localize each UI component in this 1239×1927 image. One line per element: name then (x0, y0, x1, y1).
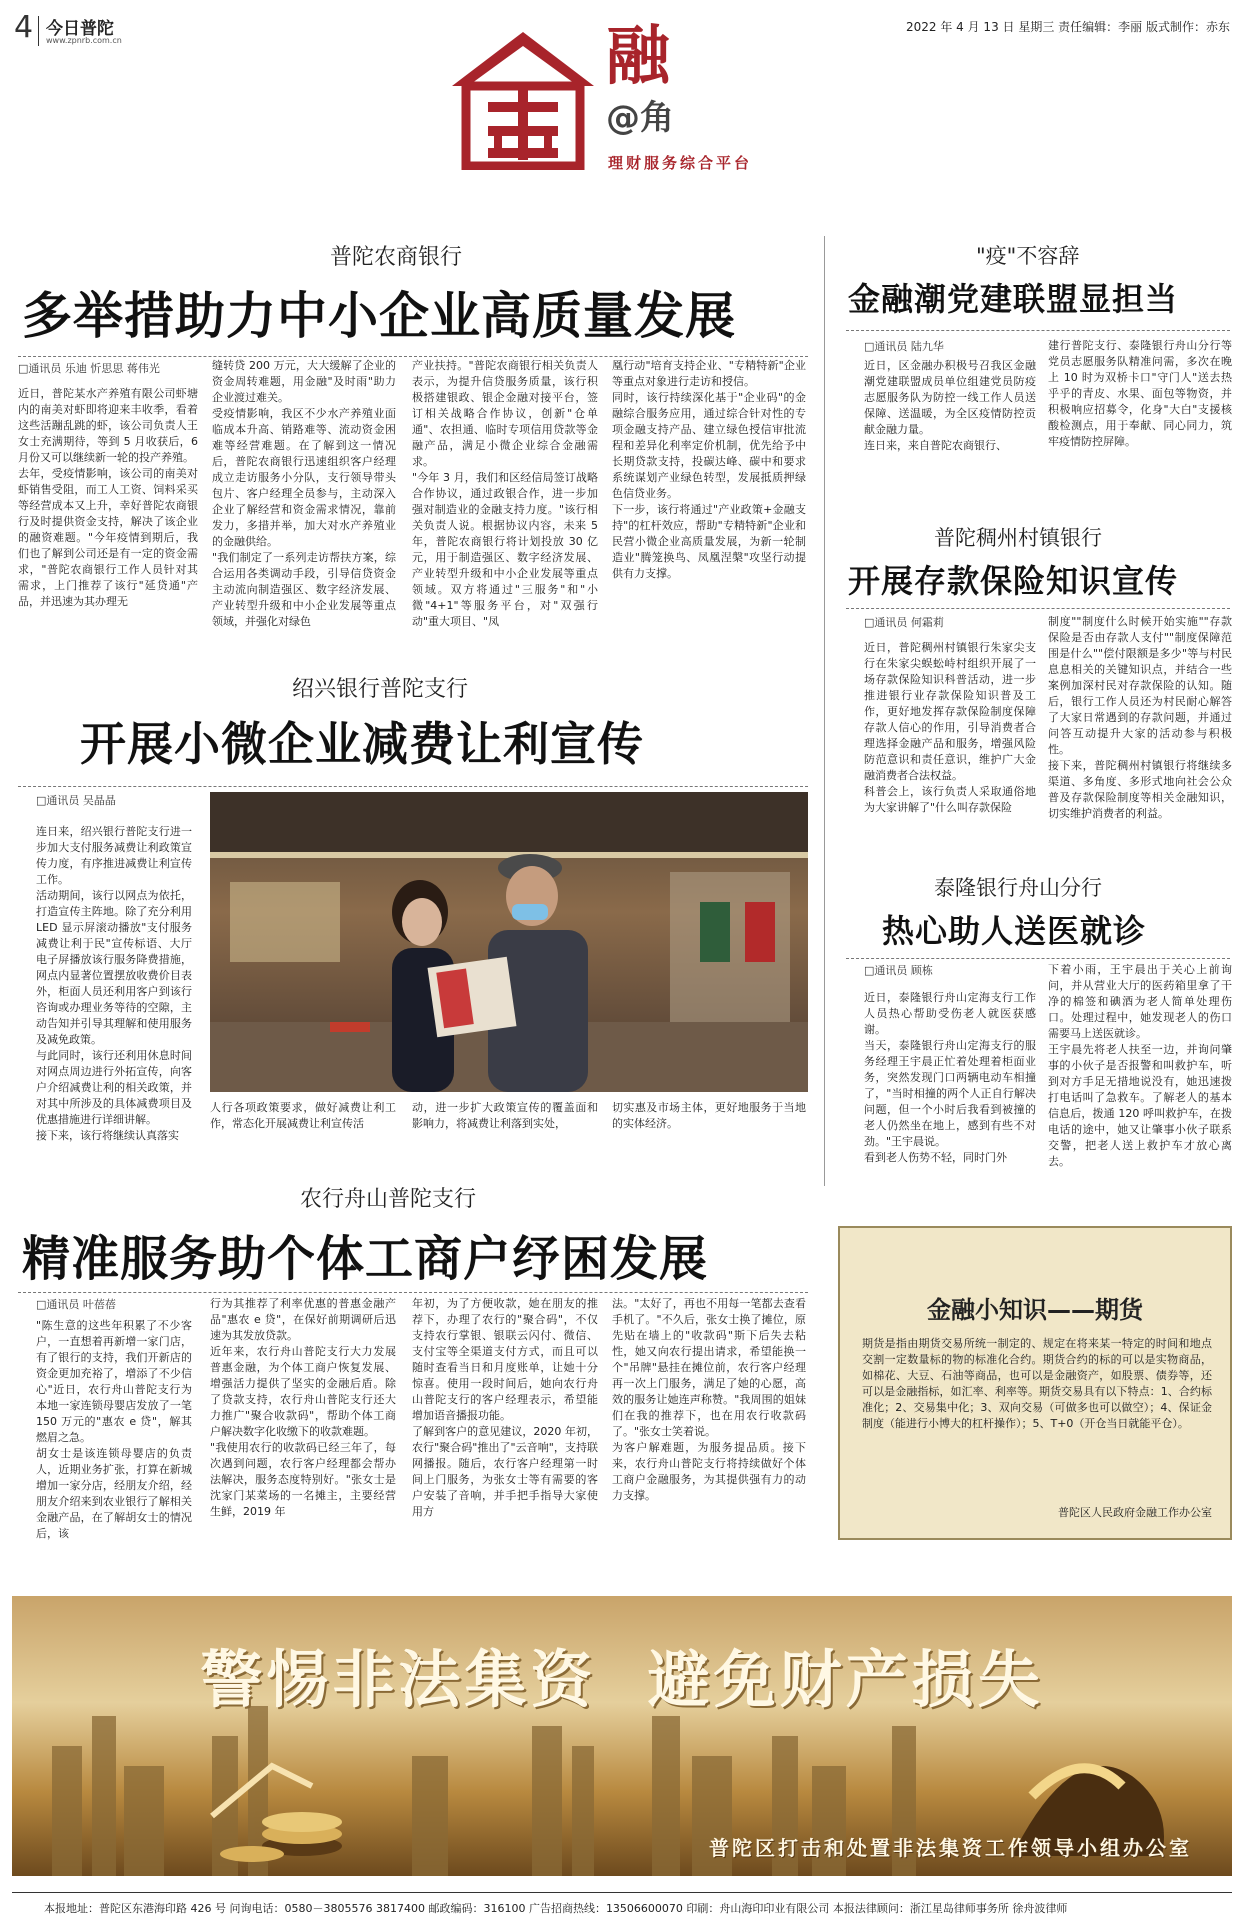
article-headline: 热心助人送医就诊 (882, 912, 1147, 950)
article-byline: □通讯员 顾栋 (864, 964, 933, 977)
article-kicker: 农行舟山普陀支行 (300, 1187, 477, 1212)
article-column: 建行普陀支行、泰隆银行舟山分行等党员志愿服务队精准问需，多次在晚上 10 时为双桥卡口"守门人"送去热乎乎的青皮、水果、面包等物资，并积极响应招募令，化身"大白"支援核酸检测点，用于奉献、同心同力，筑牢疫情防控屏障。 (1048, 339, 1232, 448)
paper-name: 今日普陀 (46, 19, 114, 39)
article-column: 年初，为了方便收款，她在朋友的推荐下，办理了农行的"聚合码"，不仅支持农行掌银、银联云闪付、微信、支付宝等全渠道支付方式，而且可以随时查看当日和月度账单，让她十分惊喜。使用一段时间后，她向农行舟山普陀支行的客户经理表示，希望能增加语音播报功能。 了解到客户的意见建议，2020 年初，农行"聚合码"推出了"云音响"，支持联网播报。随后，农行客户经理第一时间上门服务，为张女士等有需要的客户安装了音响，并手把手指导大家使用方 (412, 1297, 598, 1518)
article-column: 行为其推荐了利率优惠的普惠金融产品"惠农 e 贷"，在保好前期调研后迅速为其发放贷款。 近年来，农行舟山普陀支行大力发展普惠金融，为个体工商户恢复发展、增强活力提供了坚实的金融后盾。除了贷款支持，农行舟山普陀支行还大力推广"聚合收款码"，帮助个体工商户解决数字化收缴下的收款难题。 "我使用农行的收款码已经三年了，每次遇到问题，农行客户经理都会帮办法解决，服务态度特别好。"张女士是沈家门某菜场的一名摊主，主要经营生鲜，2019 年 (210, 1297, 396, 1518)
article-column: 近日，普陀某水产养殖有限公司虾塘内的南美对虾即将迎来丰收季，看着这些活蹦乱跳的虾，该公司负责人王女士充满期待，等到 5 月收获后，6 月份又可以继续新一轮的投产养殖。 去年，受疫情影响，该公司的南美对虾销售受阻，而工人工资、饲料采买等经营成本又上升，幸好普陀农商银行及时提供资金支持，解决了该企业的融资难题。"今年疫情到期后，我们也了解到公司还是有一定的资金需求，"普陀农商银行工作人员针对其需求，上门推荐了该行"延贷通"产品，并迅速为其办理无 (18, 387, 198, 608)
article-headline: 精准服务助个体工商户纾困发展 (22, 1231, 709, 1287)
article-column: 近日，泰隆银行舟山定海支行工作人员热心帮助受伤老人就医获感谢。 当天，泰隆银行舟山定海支行的服务经理王宇晨正忙着处理着柜面业务，突然发现门口两辆电动车相撞了，"当时相撞的两个人正自行解决问题，但一个小时后我看到被撞的老人仍然坐在地上，感到有些不对劲。"王宇晨说。 看到老人伤势不轻，同时门外 (864, 991, 1036, 1164)
section-at: @角 (606, 98, 674, 138)
article-kicker: 绍兴银行普陀支行 (292, 677, 469, 702)
article-column: 制度""制度什么时候开始实施""存款保险是否由存款人支付""制度保障范围是什么""偿付限额是多少"等与村民息息相关的关键知识点，并结合一些案例加深村民对存款保险的认知。随后，银行工作人员还为村民耐心解答了大家日常遇到的存款问题，并通过问答互动提升大家的活动参与积极性。 接下来，普陀稠州村镇银行将继续多渠道、多角度、多形式地向社会公众普及存款保险制度等相关金融知识，切实维护消费者的利益。 (1048, 615, 1232, 820)
knowledge-box-body: 期货是指由期货交易所统一制定的、规定在将来某一特定的时间和地点交割一定数量标的物的标准化合约。期货合约的标的可以是实物商品，如棉花、大豆、石油等商品，也可以是金融资产，如股票、债券等，还可以是金融指标，如汇率、利率等。期货交易具有以下特点：1、合约标准化；2、交易集中化；3、双向交易（可做多也可以做空）；4、保证金制度（能进行小博大的杠杆操作）；5、T+0（开仓当日就能平仓）。 (862, 1337, 1212, 1430)
section-title: 融 (606, 19, 670, 94)
article-column: "陈生意的这些年积累了不少客户，一直想着再新增一家门店，有了银行的支持，我们开新店的资金更加充裕了，增添了不少信心"近日，农行舟山普陀支行为本地一家连锁母婴店发放了一笔 150 万元的"惠农 e 贷"，解其燃眉之急。 胡女士是该连锁母婴店的负责人，近期业务扩张，打算在新城增加一家分店，经朋友介绍，经朋友介绍来到农业银行了解相关金融产品，在了解胡女士的情况后，该 (36, 1319, 192, 1540)
banner-headline: 警惕非法集资 避免财产损失 (200, 1643, 1044, 1716)
article-headline: 金融潮党建联盟显担当 (848, 280, 1179, 318)
banner-issuer: 普陀区打击和处置非法集资工作领导小组办公室 (709, 1836, 1192, 1860)
article-column: 近日，普陀稠州村镇银行朱家尖支行在朱家尖蜈蚣峙村组织开展了一场存款保险知识科普活动，进一步推进银行业存款保险知识普及工作，更好地发挥存款保险制度保障存款人信心的作用，引导消费者合理选择金融产品和服务，增强风险防范意识和责任意识，维护广大金融消费者合法权益。 科普会上，该行负责人采取通俗地为大家讲解了"什么叫存款保险 (864, 641, 1036, 814)
knowledge-box-source: 普陀区人民政府金融工作办公室 (1058, 1506, 1212, 1519)
article-headline: 开展小微企业减费让利宣传 (80, 717, 644, 771)
knowledge-box (838, 1226, 1232, 1540)
article-column: 下着小雨，王宇晨出于关心上前询问，并从营业大厅的医药箱里拿了干净的棉签和碘酒为老人简单处理伤口。处理过程中，她发现老人的伤口需要马上送医就诊。 王宇晨先将老人扶至一边，并询问肇事的小伙子是否报警和叫救护车，听到对方手足无措地说没有，她迅速拨打电话叫了急救车。了解老人的基本信息后，拨通 120 呼叫救护车，在拨电话的途中，她又让肇事小伙子联系交警，把老人送上救护车才放心离去。 (1048, 963, 1232, 1168)
article-kicker: "疫"不容辞 (976, 244, 1080, 268)
anti-illegal-fundraising-banner (12, 1596, 1232, 1876)
article-byline: □通讯员 何霜莉 (864, 616, 944, 629)
article-column: 法。"太好了，再也不用每一笔都去查看手机了。"不久后，张女士换了摊位，原先贴在墙上的"收款码"斯下后失去粘性，她又向农行提出请求，希望能换一个"吊牌"悬挂在摊位前，农行客户经理再一次上门服务，满足了她的心愿，高效的服务让她连声称赞。"我周围的姐妹们在我的推荐下，也在用农行收款码了。"张女士笑着说。 为客户解难题，为服务提品质。接下来，农行舟山普陀支行将持续做好个体工商户金融服务，为其提供强有力的动力支撑。 (612, 1297, 806, 1502)
section-logo (448, 28, 598, 170)
article-kicker: 普陀农商银行 (330, 245, 463, 270)
paper-url: www.zpnrb.com.cn (46, 36, 122, 45)
date-line: 2022 年 4 月 13 日 星期三 责任编辑：李丽 版式制作：赤东 (906, 20, 1230, 34)
article-column: 人行各项政策要求，做好减费让利工作，常态化开展减费让利宣传活 (210, 1101, 396, 1130)
knowledge-box-title: 金融小知识——期货 (927, 1296, 1143, 1324)
news-photo (210, 792, 808, 1092)
bank-staff-customer-photo-icon (210, 792, 808, 1092)
article-column: 连日来，绍兴银行普陀支行进一步加大支付服务减费让利政策宣传力度，有序推进减费让利宣传工作。 活动期间，该行以网点为依托，打造宣传主阵地。除了充分利用 LED 显示屏滚动播放"支付服务减费让利于民"宣传标语、大厅电子屏播放该行服务降费措施，网点内显著位置摆放收费价目表外，柜面人员还利用客户到该行咨询或办理业务等待的空隙，主动告知并引导其理解和使用服务及减免政策。 与此同时，该行还利用休息时间对网点周边进行外拓宣传，向客户介绍减费让利的相关政策，并对其中所涉及的具体减费项目及优惠措施进行详细讲解。 接下来，该行将继续认真落实 (36, 825, 192, 1142)
page-number: 4 (14, 10, 34, 45)
article-column: 缝转贷 200 万元，大大缓解了企业的资金周转难题，用金融"及时雨"助力企业渡过难关。 受疫情影响，我区不少水产养殖业面临成本升高、销路难等、流动资金困难等经营难题。在了解到这一情况后，普陀农商银行迅速组织客户经理成立走访服务小分队，支行领导带头包片、客户经理全员参与，主动深入企业了解经营和资金需求情况，靠前发力，多措并举，加大对水产养殖业的金融供给。 "我们制定了一系列走访帮扶方案，综合运用各类调动手段，引导信贷资金主动流向制造强区、数字经济发展、产业转型升级和中小企业发展等重点领域，并强化对绿色 (212, 359, 396, 628)
article-byline: □通讯员 乐迪 忻思思 蒋伟光 (18, 362, 160, 375)
article-column: 近日，区金融办积极号召我区金融潮党建联盟成员单位组建党员防疫志愿服务队为防控一线工作人员送保障、送温暖，为全区疫情防控贡献金融力量。 连日来，来自普陀农商银行、 (864, 359, 1036, 452)
article-byline: □通讯员 陆九华 (864, 340, 944, 353)
article-column: 产业扶持。"普陀农商银行相关负责人表示，为提升信贷服务质量，该行积极搭建银政、银企金融对接平台，签订相关战略合作协议，创新"仓单通"、农担通、临时专项信用贷款等金融产品，满足小微企业综合金融需求。 "今年 3 月，我们和区经信局签订战略合作协议，通过政银合作，进一步加强对制造业的金融支持力度。"该行相关负责人说。根据协议内容，未来 5 年，普陀农商银行将计划投放 30 亿元，用于制造强区、数字经济发展、产业转型升级和中小企业发展等重点领域。双方将通过"三服务"和"小微"4+1"等服务平台，对"双强行动"重大项目、"凤 (412, 359, 598, 628)
article-column: 切实惠及市场主体，更好地服务于当地的实体经济。 (612, 1101, 806, 1130)
page-header (0, 0, 1239, 190)
article-column: 动，进一步扩大政策宣传的覆盖面和影响力，将减费让利落到实处， (412, 1101, 598, 1130)
article-headline: 多举措助力中小企业高质量发展 (22, 287, 736, 345)
article-kicker: 普陀稠州村镇银行 (934, 526, 1102, 550)
article-column: 凰行动"培育支持企业、"专精特新"企业等重点对象进行走访和授信。 同时，该行持续深化基于"企业码"的金融综合服务应用，通过综合针对性的专项金融支持产品、建立绿色授信审批流程和差异化利率定价机制，优先给予中长期贷款支持，投碳达峰、碳中和要求系统谋划产业绿色转型，发展抵质押绿色信贷业务。 下一步，该行将通过"产业政策+金融支持"的杠杆效应，帮助"专精特新"企业和民营小微企业高质量发展，为新一轮制造业"腾笼换鸟、凤凰涅槃"攻坚行动提供有力支撑。 (612, 359, 806, 580)
section-subtitle: 理财服务综合平台 (608, 154, 753, 172)
page-footer: 本报地址：普陀区东港海印路 426 号 问询电话：0580－3805576 3817400 邮政编码：316100 广告招商热线：13506600070 印刷：舟山海印印业有限公司 本报法律顾问：浙江星岛律师事务所 徐舟波律师 (44, 1902, 1068, 1915)
article-byline: □通讯员 叶蓓蓓 (36, 1298, 116, 1311)
article-kicker: 泰隆银行舟山分行 (934, 876, 1102, 900)
article-byline: □通讯员 吴晶晶 (36, 794, 116, 807)
article-headline: 开展存款保险知识宣传 (848, 562, 1179, 600)
house-logo-icon (448, 28, 598, 170)
